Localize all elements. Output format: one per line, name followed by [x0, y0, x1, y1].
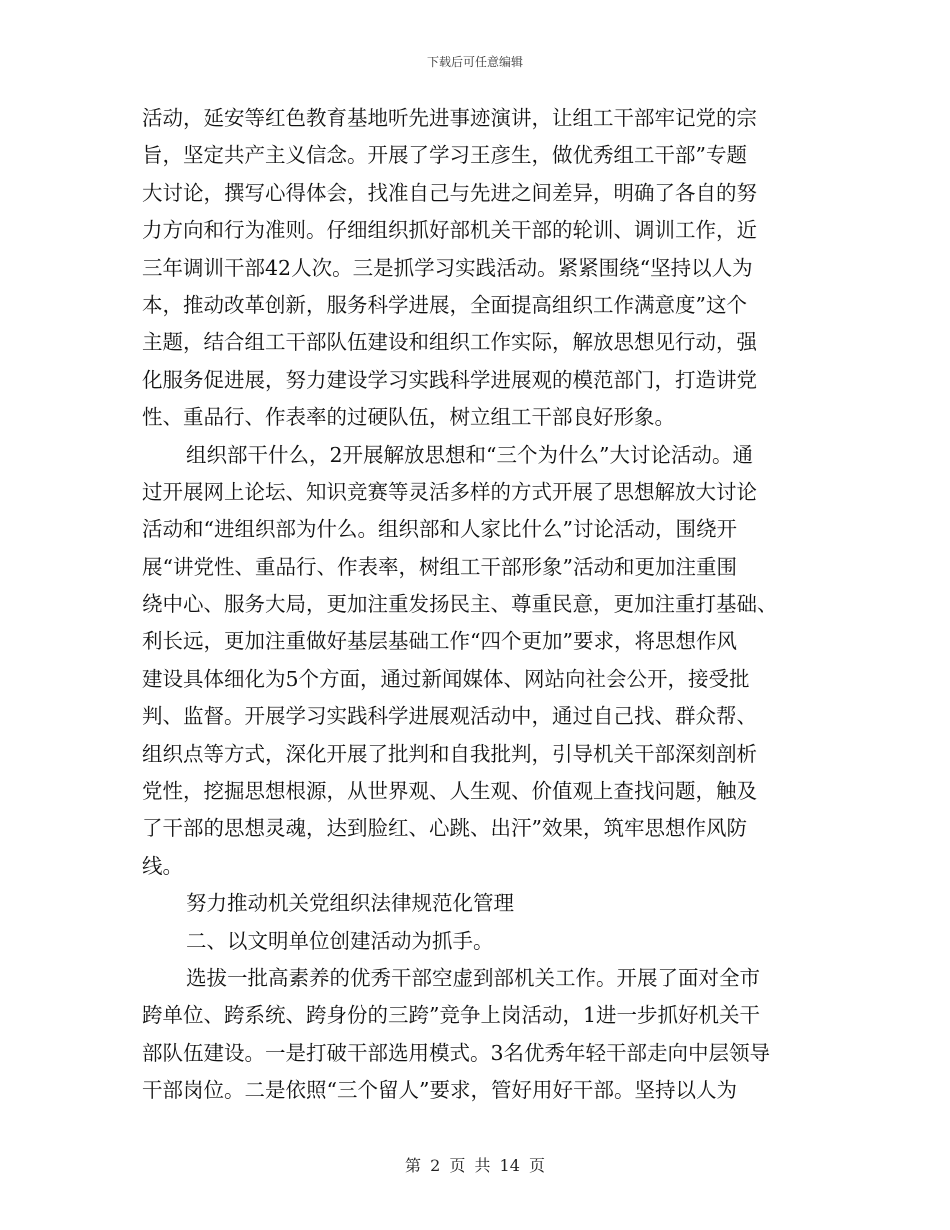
text-line: 干部岗位。二是依照“三个留人”要求，管好用好干部。坚持以人为 — [142, 1078, 737, 1103]
text-line: 党性，挖掘思想根源，从世界观、人生观、价值观上查找问题，触及 — [142, 779, 757, 804]
text-line: 力方向和行为准则。仔细组织抓好部机关干部的轮训、调训工作，近 — [142, 218, 757, 243]
text-line: 线。 — [142, 853, 183, 878]
text-line: 努力推动机关党组织法律规范化管理 — [186, 891, 514, 916]
text-line: 旨，坚定共产主义信念。开展了学习王彦生，做优秀组工干部”专题 — [142, 143, 747, 168]
text-line: 组织点等方式，深化开展了批判和自我批判，引导机关干部深刻剖析 — [142, 741, 757, 766]
text-line: 本，推动改革创新，服务科学进展，全面提高组织工作满意度”这个 — [142, 292, 747, 317]
text-line: 组织部干什么，2开展解放思想和“三个为什么”大讨论活动。通 — [186, 442, 754, 467]
text-line: 展“讲党性、重品行、作表率，树组工干部形象”活动和更加注重围 — [142, 554, 737, 579]
document-body — [142, 100, 812, 1110]
text-line: 过开展网上论坛、知识竞赛等灵活多样的方式开展了思想解放大讨论 — [142, 479, 757, 504]
text-line: 建设具体细化为5个方面，通过新闻媒体、网站向社会公开，接受批 — [142, 666, 750, 691]
text-line: 选拔一批高素养的优秀干部空虚到部机关工作。开展了面对全市 — [186, 965, 760, 990]
text-line: 二、以文明单位创建活动为抓手。 — [186, 928, 494, 953]
page-header: 下载后可任意编辑 — [426, 55, 523, 69]
text-line: 利长远，更加注重做好基层基础工作“四个更加”要求，将思想作风 — [142, 629, 737, 654]
text-line: 主题，结合组工干部队伍建设和组织工作实际，解放思想见行动，强 — [142, 330, 757, 355]
text-line: 判、监督。开展学习实践科学进展观活动中，通过自己找、群众帮、 — [142, 704, 757, 729]
text-line: 了干部的思想灵魂，达到脸红、心跳、出汗”效果，筑牢思想作风防 — [142, 816, 747, 841]
text-line: 大讨论，撰写心得体会，找准自己与先进之间差异，明确了各自的努 — [142, 180, 757, 205]
text-line: 活动和“进组织部为什么。组织部和人家比什么”讨论活动，围绕开 — [142, 517, 737, 542]
text-line: 绕中心、服务大局，更加注重发扬民主、尊重民意，更加注重打基础、 — [142, 592, 778, 617]
text-line: 跨单位、跨系统、跨身份的三跨”竞争上岗活动，1进一步抓好机关干 — [142, 1003, 761, 1028]
text-line: 三年调训干部42人次。三是抓学习实践活动。紧紧围绕“坚持以人为 — [142, 255, 753, 280]
text-line: 化服务促进展，努力建设学习实践科学进展观的模范部门，打造讲党 — [142, 367, 757, 392]
text-line: 活动，延安等红色教育基地听先进事迹演讲，让组工干部牢记党的宗 — [142, 106, 757, 130]
text-line: 性、重品行、作表率的过硬队伍，树立组工干部良好形象。 — [142, 405, 675, 430]
page-footer: 第 2 页 共 14 页 — [405, 1156, 545, 1175]
text-line: 部队伍建设。一是打破干部选用模式。3名优秀年轻干部走向中层领导 — [142, 1040, 771, 1065]
